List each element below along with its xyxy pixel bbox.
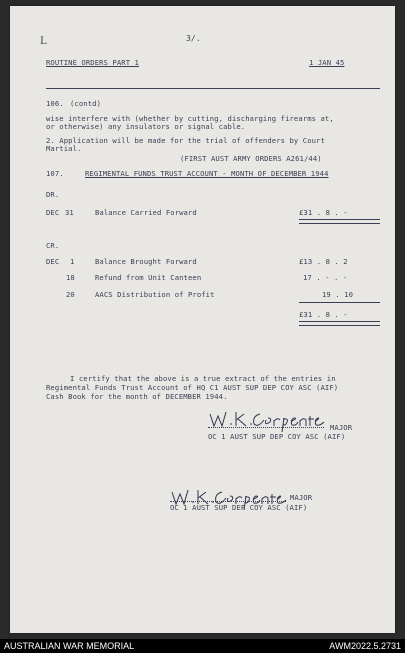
item-106-line-2: or otherwise) any insulators or signal cable. (46, 122, 246, 131)
cr-row-2-description: Refund from Unit Canteen (95, 273, 202, 282)
footer-institution: AUSTRALIAN WAR MEMORIAL (4, 641, 135, 651)
dr-double-rule (299, 219, 380, 224)
cr-row-3-amount: 19 . 10 (322, 290, 353, 299)
cr-row-3-description: AACS Distribution of Profit (95, 290, 215, 299)
dr-label: DR. (46, 190, 60, 199)
page-number: 3/. (186, 34, 201, 43)
signature-1-unit: OC 1 AUST SUP DEP COY ASC (AIF) (208, 432, 346, 441)
signature-2-line (170, 501, 286, 502)
dr-row-amount: £31 . 8 . - (299, 208, 348, 217)
header-title: ROUTINE ORDERS PART 1 (46, 58, 139, 67)
cr-row-2-amount: 17 . - . - (303, 273, 348, 282)
item-107-number: 107. (46, 169, 64, 178)
cr-row-2-day: 18 (66, 273, 75, 282)
document-page (10, 6, 395, 633)
header-rule (46, 88, 380, 89)
handwritten-mark: L (40, 36, 47, 47)
cr-double-rule (299, 321, 380, 326)
certify-line-1: I certify that the above is a true extract of the entries in (70, 374, 336, 383)
item-106-para2-line-1: 2. Application will be made for the trial of offenders by Court (46, 136, 325, 145)
item-106-contd: (contd) (70, 99, 101, 108)
cr-label: CR. (46, 241, 60, 250)
certify-line-2: Regimental Funds Trust Account of HQ C1 AUST SUP DEP COY ASC (AIF) (46, 383, 339, 392)
cr-row-1-day: 1 (70, 257, 75, 266)
signature-1-rank: MAJOR (330, 423, 353, 432)
footer-accession-number: AWM2022.5.2731 (329, 641, 401, 651)
item-106-number: 106. (46, 99, 64, 108)
signature-2-rank: MAJOR (290, 493, 313, 502)
cr-sum-rule (299, 302, 380, 303)
item-106-line-1: wise interfere with (whether by cutting, discharging firearms at, (46, 114, 334, 123)
cr-row-3-day: 20 (66, 290, 75, 299)
handwritten-signature-1 (208, 406, 328, 434)
dr-row-month: DEC (46, 208, 60, 217)
item-106-reference: (FIRST AUST ARMY ORDERS A261/44) (180, 154, 322, 163)
cr-row-1-month: DEC (46, 257, 60, 266)
signature-2-unit: OC 1 AUST SUP DEP COY ASC (AIF) (170, 503, 308, 512)
cr-row-1-amount: £13 . 8 . 2 (299, 257, 348, 266)
signature-1-line (208, 427, 324, 428)
cr-total-amount: £31 . 8 . - (299, 310, 348, 319)
header-date: 1 JAN 45 (309, 58, 345, 67)
dr-row-day: 31 (65, 208, 74, 217)
archive-footer (0, 639, 405, 653)
certify-line-3: Cash Book for the month of DECEMBER 1944. (46, 392, 228, 401)
cr-row-1-description: Balance Brought Forward (95, 257, 197, 266)
item-107-title: REGIMENTAL FUNDS TRUST ACCOUNT - MONTH OF DECEMBER 1944 (85, 169, 329, 178)
item-106-para2-line-2: Martial. (46, 144, 82, 153)
dr-row-description: Balance Carried Forward (95, 208, 197, 217)
